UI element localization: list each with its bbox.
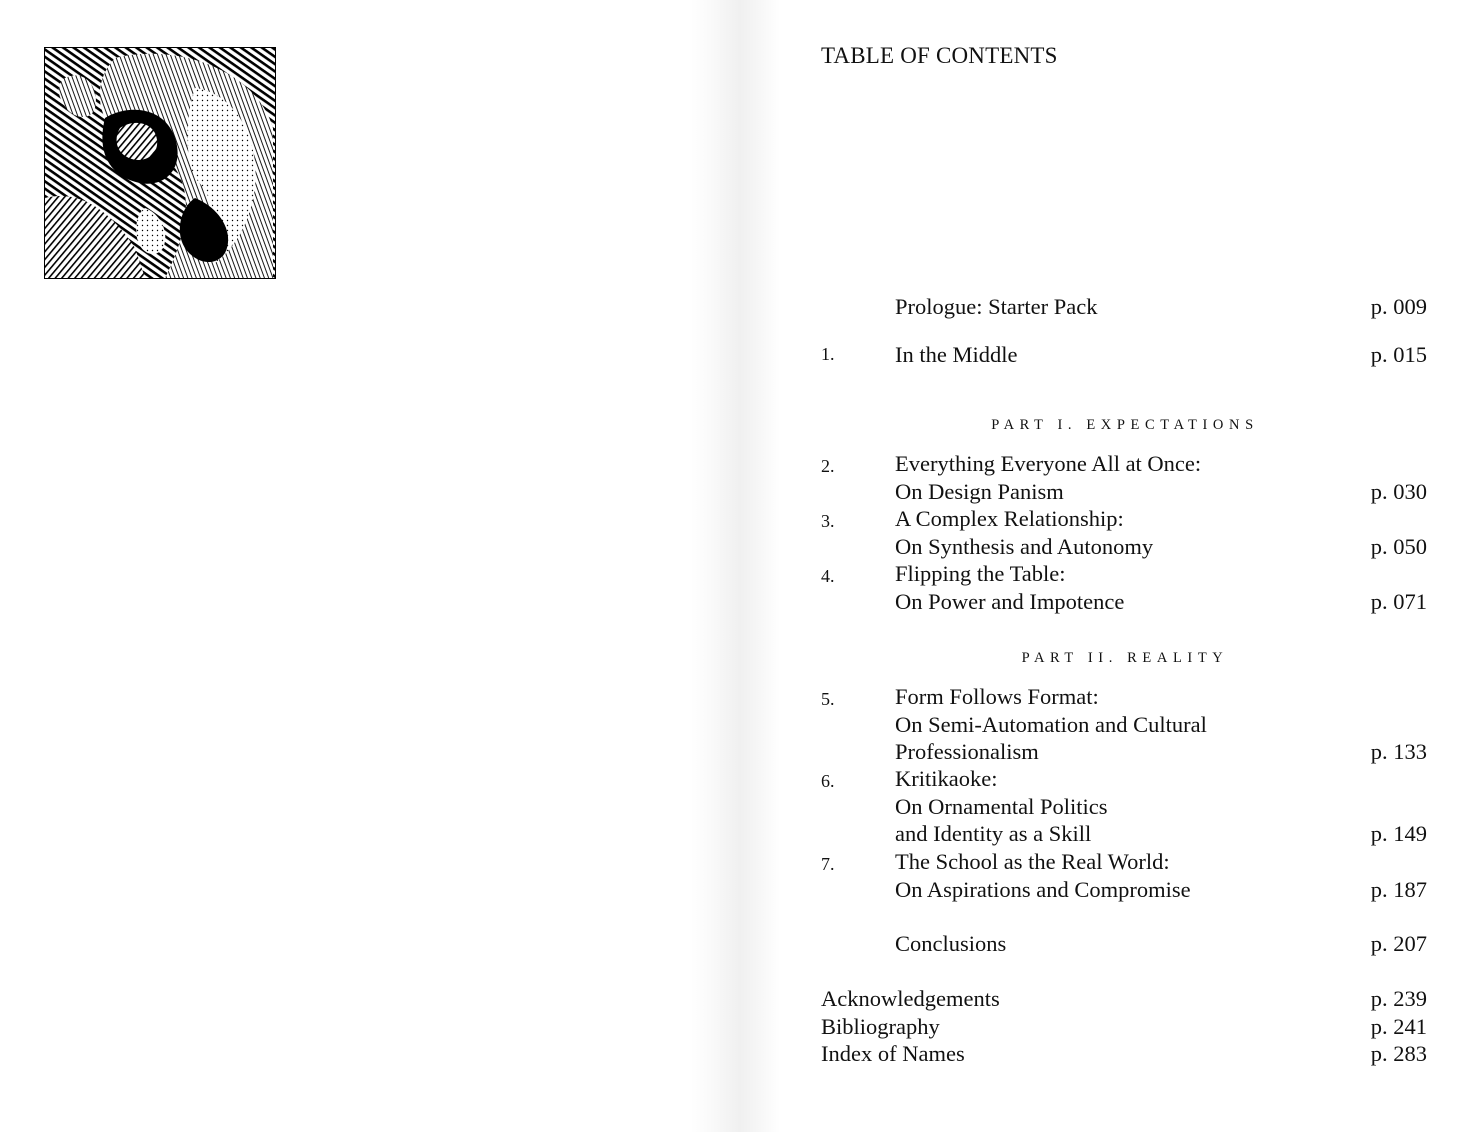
toc-entry-chapter-7[interactable]: [821, 848, 1427, 903]
toc-entry-title: Acknowledgements: [821, 986, 1000, 1011]
toc-title-line: On Ornamental Politics: [895, 793, 1108, 819]
toc-entry-title: [895, 505, 1427, 560]
toc-title-line: On Design Panism: [895, 478, 1064, 504]
toc-entry-title: Conclusions: [895, 931, 1007, 956]
toc-title-line: On Aspirations and Compromise: [895, 876, 1191, 902]
toc-entry-acknowledgements[interactable]: [821, 985, 1427, 1013]
toc-title-line: Flipping the Table:: [895, 561, 1066, 586]
toc-entry-chapter-6[interactable]: [821, 765, 1427, 848]
engraved-portrait-image: [44, 47, 276, 279]
toc-entry-title: [895, 683, 1427, 766]
toc-entry-page: p. 149: [1370, 821, 1427, 846]
toc-chapter-number: 6.: [821, 771, 835, 791]
toc-title-line: Kritikaoke:: [895, 766, 998, 791]
toc-entry-title: Index of Names: [821, 1041, 965, 1066]
toc-title-line: and Identity as a Skill: [895, 821, 1092, 846]
toc-entry-page: p. 009: [1370, 294, 1427, 319]
part-heading-expectations: PART I. EXPECTATIONS: [991, 417, 1259, 433]
toc-entry-chapter-1[interactable]: [821, 341, 1427, 369]
toc-entry-chapter-4[interactable]: [821, 560, 1427, 615]
toc-chapter-number: 1.: [821, 344, 835, 364]
toc-entry-title: In the Middle: [895, 342, 1018, 367]
toc-entry-page: p. 133: [1370, 739, 1427, 764]
toc-entry-title: [895, 560, 1427, 615]
toc-entry-page: p. 283: [1370, 1041, 1427, 1066]
toc-entry-prologue[interactable]: [821, 293, 1427, 321]
toc-title-line: Form Follows Format:: [895, 684, 1099, 709]
toc-entry-chapter-2[interactable]: [821, 450, 1427, 505]
toc-entry-title: [895, 765, 1427, 848]
toc-entry-page: p. 239: [1370, 986, 1427, 1011]
toc-entry-page: p. 241: [1370, 1014, 1427, 1039]
toc-entry-conclusions[interactable]: [821, 930, 1427, 958]
toc-entry-page: p. 050: [1370, 533, 1427, 559]
toc-title-line: The School as the Real World:: [895, 849, 1170, 874]
book-gutter: [690, 0, 780, 1132]
toc-chapter-number: 7.: [821, 854, 835, 874]
toc-entry-page: p. 187: [1370, 876, 1427, 902]
toc-title-line: A Complex Relationship:: [895, 506, 1124, 531]
toc-entry-page: p. 207: [1370, 931, 1427, 956]
toc-entry-page: p. 030: [1370, 478, 1427, 504]
toc-title-line: On Power and Impotence: [895, 588, 1125, 614]
toc-title-line: On Synthesis and Autonomy: [895, 533, 1154, 559]
toc-entry-title: Bibliography: [821, 1014, 940, 1039]
toc-entry-title: [895, 848, 1427, 903]
toc-title-line: On Semi-Automation and Cultural: [895, 711, 1207, 737]
toc-title-line: Professionalism: [895, 739, 1039, 764]
toc-entry-chapter-3[interactable]: [821, 505, 1427, 560]
toc-chapter-number: 2.: [821, 456, 835, 476]
toc-entry-title: Prologue: Starter Pack: [895, 294, 1098, 319]
toc-chapter-number: 3.: [821, 511, 835, 531]
toc-entry-index-of-names[interactable]: [821, 1040, 1427, 1068]
toc-title-line: Everything Everyone All at Once:: [895, 451, 1202, 476]
toc-entry-bibliography[interactable]: [821, 1013, 1427, 1041]
toc-chapter-number: 4.: [821, 566, 835, 586]
toc-heading: TABLE OF CONTENTS: [821, 43, 1058, 68]
toc-chapter-number: 5.: [821, 689, 835, 709]
toc-entry-page: p. 071: [1370, 588, 1427, 614]
toc-entry-page: p. 015: [1370, 342, 1427, 367]
toc-entry-chapter-5[interactable]: [821, 683, 1427, 766]
toc-entry-title: [895, 450, 1427, 505]
part-heading-reality: PART II. REALITY: [1021, 650, 1229, 666]
